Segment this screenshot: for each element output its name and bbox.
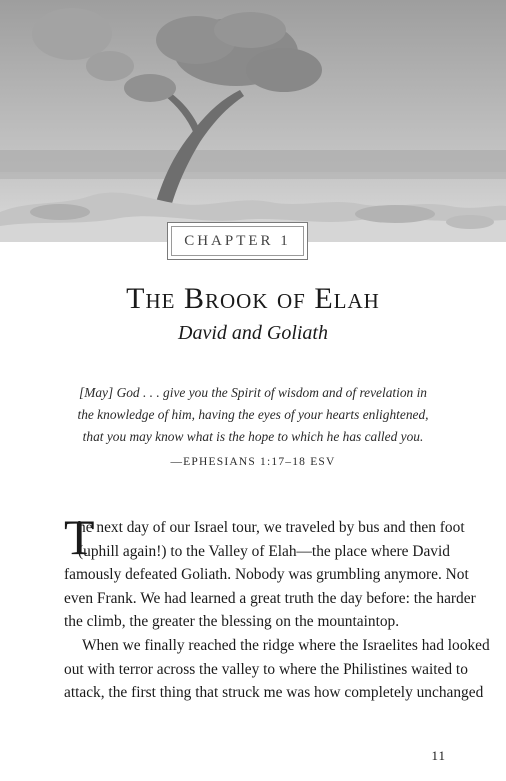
paragraph <box>64 634 490 705</box>
body-text <box>64 509 490 705</box>
page-number: 11 <box>431 748 446 763</box>
text-line: When we finally reached the ridge where the Israelites had looked <box>82 636 490 654</box>
chapter-subtitle: David and Goliath <box>178 322 328 344</box>
chapter-title: The Brook of Elah <box>126 282 380 315</box>
epigraph-line: the knowledge of him, having the eyes of your hearts enlightened, <box>77 407 429 422</box>
chapter-header-photo <box>0 0 506 242</box>
epigraph-attribution: —EPHESIANS 1:17–18 ESV <box>170 456 336 468</box>
epigraph <box>60 382 446 448</box>
text-line: he next day of our Israel tour, we traveled by bus and then foot <box>78 519 465 536</box>
chapter-label-box <box>167 222 308 260</box>
epigraph-line: that you may know what is the hope to which he has called you. <box>82 429 424 444</box>
text-line: (uphill again!) to the Valley of Elah—the place where David <box>78 542 450 560</box>
drop-cap: T <box>64 509 95 565</box>
epigraph-line: [May] God . . . give you the Spirit of wisdom and of revelation in <box>79 385 427 400</box>
text-line: attack, the first thing that struck me was how completely unchanged <box>64 684 484 702</box>
chapter-label: CHAPTER 1 <box>171 226 304 256</box>
text-line: even Frank. We had learned a great truth the day before: the harder <box>64 589 476 607</box>
text-line: famously defeated Goliath. Nobody was grumbling anymore. Not <box>64 566 469 584</box>
text-line: out with terror across the valley to where the Philistines waited to <box>64 660 468 678</box>
text-line: the climb, the greater the blessing on the mountaintop. <box>64 613 400 631</box>
paragraph <box>64 509 476 634</box>
